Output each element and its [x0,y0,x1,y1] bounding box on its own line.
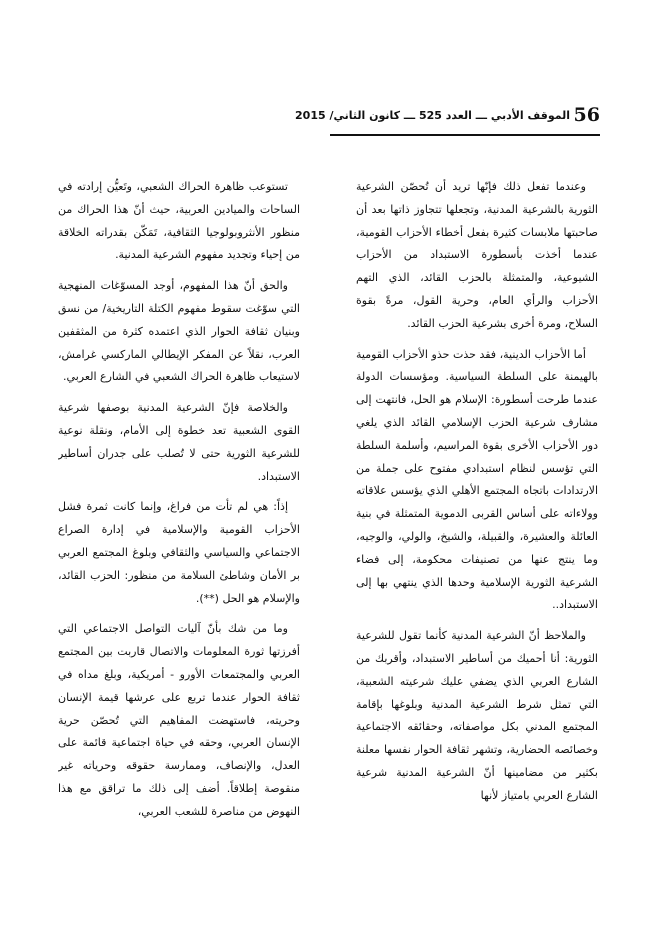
paragraph: وعندما تفعل ذلك فإنّها تريد أن تُحصّن الشرعية الثورية بالشرعية المدنية، وتجعلها تتجاوز ذاتها بعد أن صاحبتها ملابسات كثيرة بفعل أخطاء الأحزاب القومية، عندما أخذت بأسطورة الاستبداد من الأحزاب الشيوعية، والمتمثلة بالحزب القائد، الذي التهم الأحزاب والرأي العام، وحرية القول، مرةً بقوة السلاح، ومرة أخرى بشرعية الحزب القائد. [356,180,598,330]
paragraph: والخلاصة فإنّ الشرعية المدنية بوصفها شرعية القوى الشعبية تعد خطوة إلى الأمام، ونقلة نوعية للشرعية الثورية حتى لا تُصلب على جدران أساطير الاستبداد. [58,401,300,483]
page-header [295,100,600,134]
paragraph: تستوعب ظاهرة الحراك الشعبي، وتَعيُّن إرادته في الساحات والميادين العربية، حيث أنّ هذا الحراك من منظور الأنثروبولوجيا الثقافية، تَمَكّن بقدراته الخلاقة من إحياء وتجديد مفهوم الشرعية المدنية. [58,180,300,262]
paragraph: والحق أنّ هذا المفهوم، أوجد المسوّغات المنهجية التي سوّغت سقوط مفهوم الكتلة التاريخية/ من نسق وبنيان ثقافة الحوار الذي اعتمده كثرة من المثقفين العرب، نقلاً عن المفكر الإيطالي الماركسي غرامش، لاستيعاب ظاهرة الحراك الشعبي في الشارع العربي. [58,279,300,384]
paragraph: وما من شك بأنّ آليات التواصل الاجتماعي التي أفرزتها ثورة المعلومات والاتصال قاربت بين المجتمع العربي والمجتمعات الأورو - أمريكية، وبلغ مداه في ثقافة الحوار عندما تربع على عرشها قيمة الإنسان وحريته، فاستهضت المفاهيم التي تُحصّن حرية الإنسان العربي، وحقه في حياة اجتماعية قائمة على العدل، والإنصاف، وممارسة حقوقه وحرياته غير منقوصة إطلاقاً. أضف إلى ذلك ما تراقق مع هذا النهوض من مناصرة للشعب العربي، [58,622,300,818]
header-rule [330,134,600,136]
paragraph: إذاً: هي لم تأت من فراغ، وإنما كانت ثمرة فشل الأحزاب القومية والإسلامية في إدارة الصراع الاجتماعي والسياسي والثقافي وبلوغ المجتمع العربي بر الأمان وشاطئ السلامة من منظور: الحزب القائد، والإسلام هو الحل (**). [58,500,300,605]
text-column-left [58,176,300,896]
paragraph: والملاحظ أنّ الشرعية المدنية كأنما تقول للشرعية الثورية: أنا أحميك من أساطير الاستبداد، وأقربك من الشارع العربي الذي يضفي عليك شرعيته الشعبية، التي تمثل شرط الشرعية المدنية وبلوغها بإقامة المجتمع المدني بكل مواصفاته، وحقائقه الاجتماعية وخصائصه الحضارية، وتشهر ثقافة الحوار نفسها معلنة بكثير من مضامينها أنّ الشرعية المدنية شرعية الشارع العربي بامتياز لأنها [356,629,598,802]
text-column-right [356,176,598,896]
running-title: الموقف الأدبي ـــ العدد 525 ـــ كانون الثاني/ 2015 [295,109,570,122]
page-number: 56 [573,104,600,126]
paragraph: أما الأحزاب الدينية، فقد حذت حذو الأحزاب القومية بالهيمنة على السلطة السياسية. ومؤسسات الدولة عندما طرحت أسطورة: الإسلام هو الحل، فانتهت إلى مشارف شرعية الحزب الإسلامي القائد الذي يلغي دور الأحزاب الأخرى بقوة المراسيم، وأسلمة السلطة التي تؤسس لنظام استبدادي مفتوح على جملة من الارتدادات باتجاه المجتمع الأهلي الذي يؤسس علاقاته وولاءاته على أساس القربى الدموية المتمثلة في بنية العائلة والعشيرة، والقبيلة، والشيخ، والولي، والوجيه، وما ينتج عنها من تصنيفات محكومة، إلى فضاء الشرعية الثورية الإسلامية وحدها الذي ينتهي بها إلى الاستبداد.. [356,347,598,612]
